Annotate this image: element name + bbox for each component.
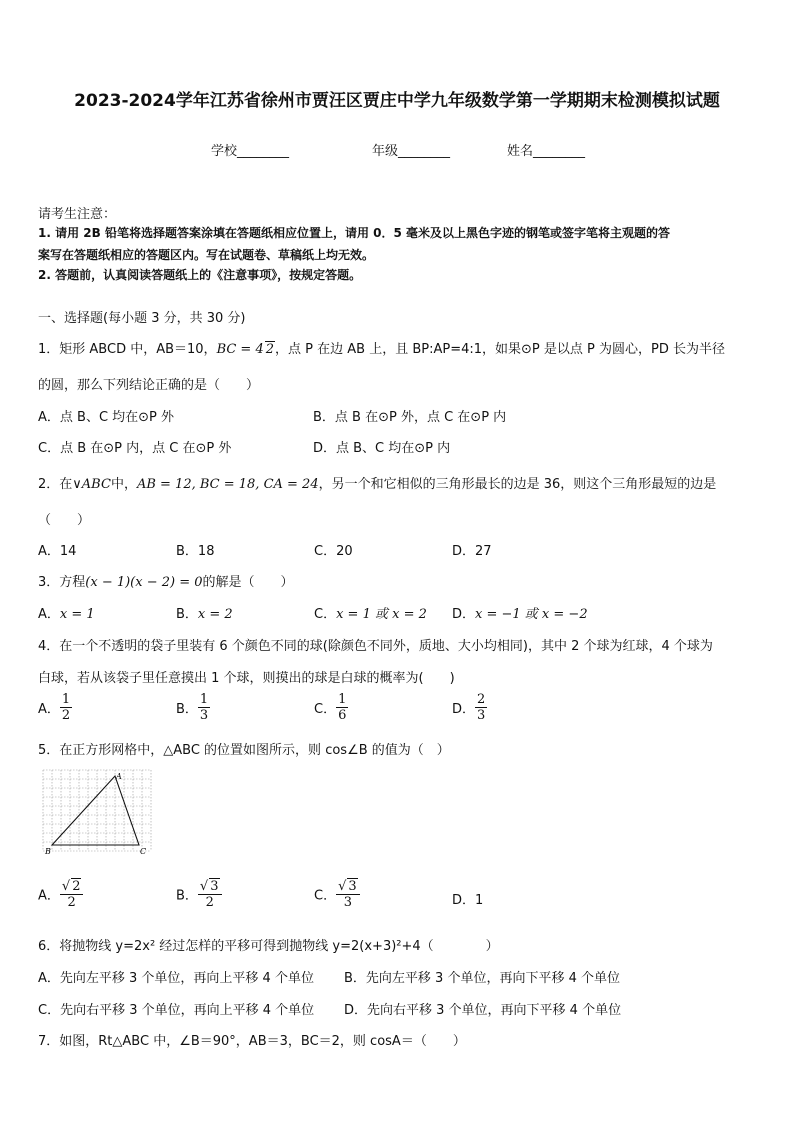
q5-grid-figure bbox=[42, 769, 154, 859]
q2-post: ，另一个和它相似的三角形最长的边是 36，则这个三角形最短的边是 bbox=[318, 477, 717, 492]
notice-line-1: 1. 请用 2B 铅笔将选择题答案涂填在答题纸相应位置上，请用 0．5 毫米及以上黑色字迹的钢笔或签字笔将主观题的答 bbox=[38, 226, 670, 240]
q5-option-c: C． $\frac{√ 3}{3}$ bbox=[314, 878, 360, 910]
q3-post: 的解是（ ） bbox=[202, 575, 294, 590]
q4-option-a: A． $\frac{1}{2}$ bbox=[38, 692, 71, 723]
question-1-line-2: 的圆，那么下列结论正确的是（ ） bbox=[38, 378, 260, 393]
q4-option-c: C． $\frac{1}{6}$ bbox=[314, 692, 347, 723]
q1-option-b: B．点 B 在⊙P 外，点 C 在⊙P 内 bbox=[313, 410, 507, 425]
q3-option-a: A．x = 1 bbox=[38, 607, 95, 622]
q3-option-b: B．x = 2 bbox=[176, 607, 233, 622]
question-5-line-1: 5．在正方形网格中，△ABC 的位置如图所示，则 cos∠B 的值为（ ） bbox=[38, 743, 450, 758]
q5-option-a: A． $\frac{√ 2}{2}$ bbox=[38, 878, 83, 910]
notice-line-3: 2. 答题前，认真阅读答题纸上的《注意事项》，按规定答题。 bbox=[38, 268, 362, 282]
question-7-line-1: 7．如图，Rt△ABC 中，∠B＝90°，AB＝3，BC＝2，则 cosA＝（ ） bbox=[38, 1034, 466, 1049]
q4-option-d: D． $\frac{2}{3}$ bbox=[452, 692, 486, 723]
q1-post: ，点 P 在边 AB 上，且 BP:AP=4:1，如果⊙P 是以点 P 为圆心，PD 长为半径 bbox=[275, 342, 725, 357]
q6-option-c: C．先向右平移 3 个单位，再向上平移 4 个单位 bbox=[38, 1003, 315, 1018]
q3-option-c: C．x = 1 或 x = 2 bbox=[314, 607, 427, 622]
q2-option-c: C．20 bbox=[314, 544, 353, 559]
vertex-b-label: B bbox=[45, 847, 51, 856]
vertex-a-label: A bbox=[116, 772, 122, 781]
question-4-line-2: 白球，若从该袋子里任意摸出 1 个球，则摸出的球是白球的概率为( ) bbox=[38, 671, 455, 686]
q4-option-b: B． $\frac{1}{3}$ bbox=[176, 692, 209, 723]
q2-option-a: A．14 bbox=[38, 544, 77, 559]
question-3-line-1 bbox=[38, 571, 294, 590]
question-4-line-1: 4．在一个不透明的袋子里装有 6 个颜色不同的球(除颜色不同外，质地、大小均相同)，其中 2 个球为红球，4 个球为 bbox=[38, 639, 713, 654]
q1-bc: BC = 4 bbox=[216, 342, 264, 357]
question-2-line-1 bbox=[38, 473, 716, 492]
q6-option-b: B．先向左平移 3 个单位，再向下平移 4 个单位 bbox=[344, 971, 620, 986]
q1-option-a: A．点 B、C 均在⊙P 外 bbox=[38, 410, 175, 425]
question-6-line-1: 6．将抛物线 y=2x² 经过怎样的平移可得到抛物线 y=2(x+3)²+4（ ） bbox=[38, 939, 499, 954]
name-field: 姓名________ bbox=[507, 144, 586, 159]
q1-option-c: C．点 B 在⊙P 内，点 C 在⊙P 外 bbox=[38, 441, 232, 456]
q3-pre: 3．方程 bbox=[38, 575, 86, 590]
q2-pre: 2．在 bbox=[38, 477, 73, 492]
page-title: 2023-2024学年江苏省徐州市贾汪区贾庄中学九年级数学第一学期期末检测模拟试题 bbox=[74, 91, 720, 111]
q1-option-d: D．点 B、C 均在⊙P 内 bbox=[313, 441, 451, 456]
q2-option-d: D．27 bbox=[452, 544, 492, 559]
q3-option-d: D．x = −1 或 x = −2 bbox=[452, 607, 588, 622]
q1-sqrt: 2 bbox=[265, 342, 275, 357]
q3-equation: (x − 1)(x − 2) = 0 bbox=[85, 575, 203, 590]
notice-line-2: 案写在答题纸相应的答题区内。写在试题卷、草稿纸上均无效。 bbox=[38, 248, 375, 262]
vertex-c-label: C bbox=[140, 847, 147, 856]
triangle-abc bbox=[52, 776, 139, 845]
q2-triangle: ∨ABC bbox=[72, 477, 111, 492]
q5-option-d: D．1 bbox=[452, 893, 484, 908]
school-field: 学校________ bbox=[211, 144, 290, 159]
q1-pre: 1．矩形 ABCD 中，AB＝10， bbox=[38, 342, 217, 357]
q6-option-d: D．先向右平移 3 个单位，再向下平移 4 个单位 bbox=[344, 1003, 622, 1018]
q2-equation: AB = 12, BC = 18, CA = 24 bbox=[136, 477, 319, 492]
grade-field: 年级________ bbox=[372, 144, 451, 159]
question-1-line-1 bbox=[38, 338, 725, 357]
q5-option-b: B． $\frac{√ 3}{2}$ bbox=[176, 878, 222, 910]
notice-heading: 请考生注意： bbox=[38, 207, 117, 222]
q2-mid: 中， bbox=[110, 477, 137, 492]
q2-option-b: B．18 bbox=[176, 544, 215, 559]
section-heading: 一、选择题(每小题 3 分，共 30 分) bbox=[38, 311, 246, 326]
question-2-line-2: （ ） bbox=[38, 513, 91, 528]
q6-option-a: A．先向左平移 3 个单位，再向上平移 4 个单位 bbox=[38, 971, 314, 986]
